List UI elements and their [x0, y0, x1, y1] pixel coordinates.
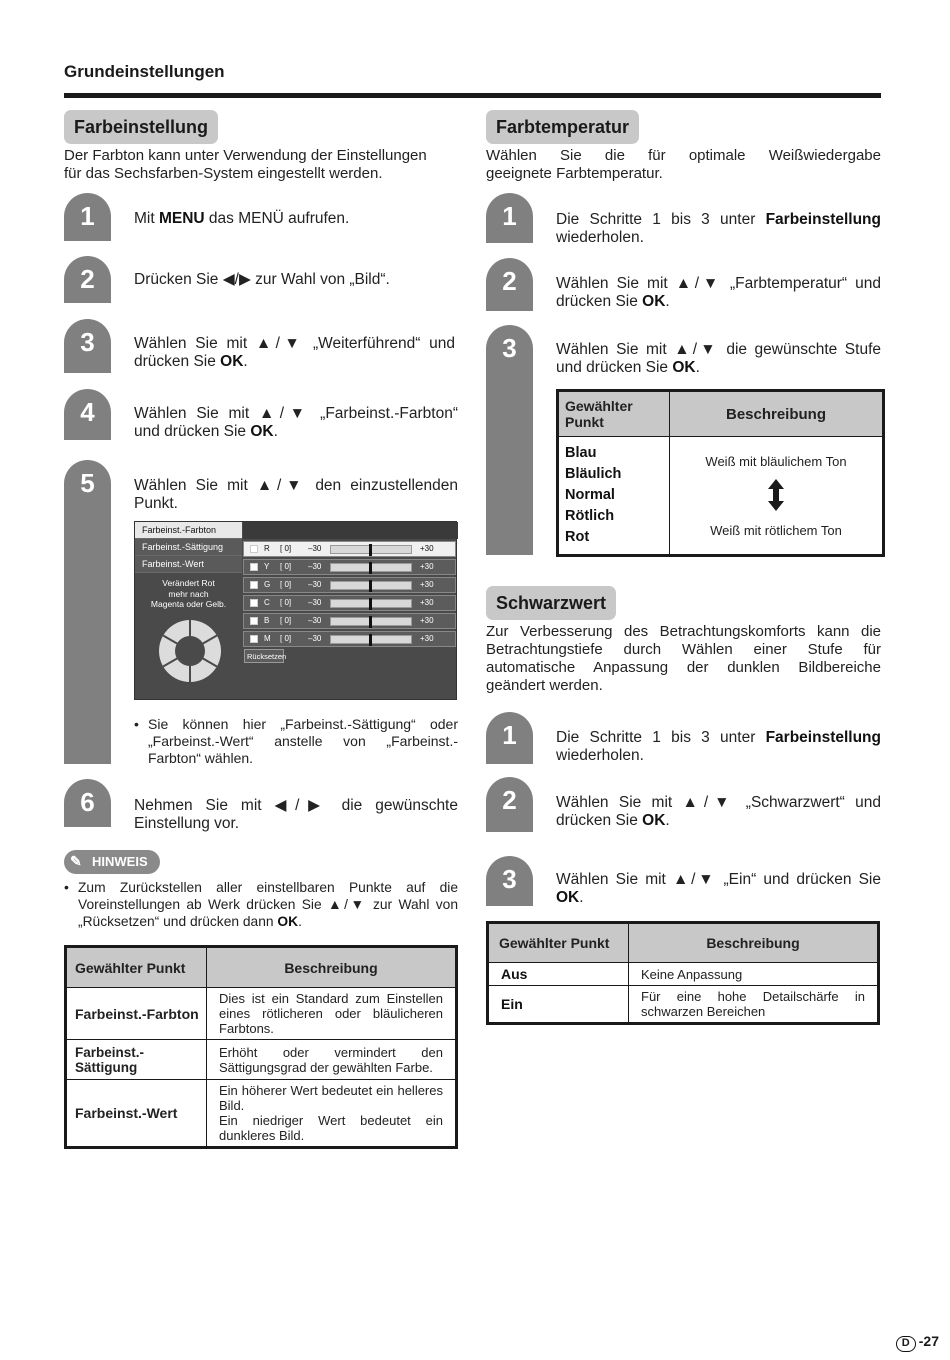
- section-title-farbeinstellung: Farbeinstellung: [64, 110, 218, 144]
- osd-menu: [135, 522, 242, 573]
- slider-bar: [330, 617, 412, 626]
- checkbox-icon: [250, 563, 258, 571]
- checkbox-icon: [250, 581, 258, 589]
- slider-bar: [330, 599, 412, 608]
- table-cell-desc: Keine Anpassung: [629, 963, 879, 986]
- table-cell-key: Aus: [488, 963, 629, 986]
- intro-line: Der Farbton kann unter Verwendung der Einstellungen: [64, 147, 427, 164]
- table-row: [66, 1040, 457, 1080]
- table-row: [488, 963, 879, 986]
- step-number: 1: [486, 712, 533, 764]
- table-header: Beschreibung: [629, 923, 879, 963]
- color-wheel-icon: [159, 620, 221, 682]
- intro-line: für das Sechsfarben-System eingestellt werden.: [64, 165, 383, 182]
- table-header: Gewählter Punkt: [66, 947, 207, 988]
- section-title-schwarzwert: Schwarzwert: [486, 586, 616, 620]
- checkbox-icon: [250, 635, 258, 643]
- slider-bar: [330, 635, 412, 644]
- ft-step-3-text: Wählen Sie mit ▲/▼ die gewünschte Stufe und drücken Sie OK.: [556, 341, 881, 376]
- osd-row-b: B [ 0] –30 +30: [243, 613, 456, 629]
- checkbox-icon: [250, 617, 258, 625]
- table-cell-desc: Dies ist ein Standard zum Einstellen eines rötlicheren oder bläulicheren Farbtons.: [207, 988, 457, 1040]
- hinweis-badge: ✎ HINWEIS: [64, 850, 160, 874]
- intro-farbeinstellung: [64, 147, 459, 183]
- table-cell-key: Farbeinst.-Sättigung: [66, 1040, 207, 1080]
- slider-bar: [330, 545, 412, 554]
- table-cell-key: Farbeinst.-Farbton: [66, 988, 207, 1040]
- language-badge: D: [896, 1336, 916, 1352]
- double-arrow-icon: [768, 479, 784, 511]
- table-cell-desc: Für eine hohe Detailschärfe in schwarzen Bereichen: [629, 986, 879, 1024]
- table-row: [66, 988, 457, 1040]
- step-2-text: Drücken Sie ◀/▶ zur Wahl von „Bild“.: [134, 271, 390, 288]
- step-3-text: Wählen Sie mit ▲/▼ „Weiterführend“ und drücken Sie OK.: [134, 335, 455, 370]
- osd-description: Verändert Rot mehr nach Magenta oder Gelb.: [150, 578, 227, 609]
- osd-menu-item: Farbeinst.-Sättigung: [135, 539, 242, 556]
- table-cell-desc: Ein höherer Wert bedeutet ein helleres Bild. Ein niedriger Wert bedeutet ein dunkleres Bild.: [207, 1080, 457, 1148]
- slider-bar: [330, 563, 412, 572]
- step-number: 3: [64, 319, 111, 373]
- sw-step-1-text: Die Schritte 1 bis 3 unter Farbeinstellung wiederholen.: [556, 729, 881, 764]
- step-5-bullet: • Sie können hier „Farbeinst.-Sättigung“ oder „Farbeinst.-Wert“ anstelle von „Farbeinst.- Farbton“ wählen.: [134, 716, 458, 766]
- pencil-icon: ✎: [70, 853, 82, 869]
- farbeinstellung-table: [64, 945, 458, 1149]
- step-number: 5: [64, 460, 111, 764]
- osd-row-g: G [ 0] –30 +30: [243, 577, 456, 593]
- table-header: Gewählter Punkt: [558, 391, 670, 437]
- osd-menu-item: Farbeinst.-Wert: [135, 556, 242, 573]
- osd-screen: [134, 521, 457, 700]
- step-6-text: Nehmen Sie mit ◀/▶ die gewünschte Einstellung vor.: [134, 797, 458, 832]
- table-cell-items: Blau Bläulich Normal Rötlich Rot: [558, 437, 670, 556]
- slider-bar: [330, 581, 412, 590]
- page-header: Grundeinstellungen: [64, 62, 225, 81]
- osd-row-m: M [ 0] –30 +30: [243, 631, 456, 647]
- step-number: 2: [486, 777, 533, 832]
- step-4-text: Wählen Sie mit ▲/▼ „Farbeinst.-Farbton“ und drücken Sie OK.: [134, 405, 458, 440]
- schwarzwert-table: [486, 921, 880, 1025]
- table-cell-key: Farbeinst.-Wert: [66, 1080, 207, 1148]
- step-number: 6: [64, 779, 111, 827]
- section-title-farbtemperatur: Farbtemperatur: [486, 110, 639, 144]
- intro-farbtemperatur: Wählen Sie die für optimale Weißwiedergabe geeignete Farbtemperatur.: [486, 147, 881, 182]
- step-number: 2: [64, 256, 111, 303]
- osd-menu-item: Farbeinst.-Farbton: [135, 522, 242, 539]
- step-5-text: Wählen Sie mit ▲/▼ den einzustellenden Punkt.: [134, 477, 458, 512]
- hinweis-note: • Zum Zurückstellen aller einstellbaren Punkte auf die Voreinstellungen ab Werk drücken Sie ▲/▼ zur Wahl von „Rücksetzen“ und drücken dann OK.: [64, 879, 458, 929]
- osd-reset-button: Rücksetzen: [244, 649, 284, 663]
- page-number: D -27: [896, 1333, 939, 1352]
- osd-row-r: R [ 0] –30 +30: [243, 541, 456, 557]
- step-number: 4: [64, 389, 111, 440]
- ft-step-1-text: Die Schritte 1 bis 3 unter Farbeinstellung wiederholen.: [556, 211, 881, 246]
- ft-step-2-text: Wählen Sie mit ▲/▼ „Farbtemperatur“ und drücken Sie OK.: [556, 275, 881, 310]
- osd-row-y: Y [ 0] –30 +30: [243, 559, 456, 575]
- step-1-text: Mit MENU das MENÜ aufrufen.: [134, 210, 350, 227]
- step-number: 3: [486, 856, 533, 906]
- step-number: 1: [64, 193, 111, 241]
- farbtemperatur-table: [556, 389, 885, 557]
- sw-step-3-text: Wählen Sie mit ▲/▼ „Ein“ und drücken Sie OK.: [556, 871, 881, 906]
- table-row: [66, 1080, 457, 1148]
- osd-header-bar: [243, 522, 458, 539]
- table-cell-desc: Erhöht oder vermindert den Sättigungsgrad der gewählten Farbe.: [207, 1040, 457, 1080]
- step-number: 3: [486, 325, 533, 555]
- table-header: Beschreibung: [670, 391, 884, 437]
- step-number: 1: [486, 193, 533, 243]
- sw-step-2-text: Wählen Sie mit ▲/▼ „Schwarzwert“ und drücken Sie OK.: [556, 794, 881, 829]
- checkbox-icon: [250, 545, 258, 553]
- table-row: [558, 437, 884, 556]
- table-header: Beschreibung: [207, 947, 457, 988]
- step-number: 2: [486, 258, 533, 311]
- header-rule: [64, 93, 881, 98]
- intro-schwarzwert: Zur Verbesserung des Betrachtungskomforts kann die Betrachtungstiefe durch Wählen einer Stufe für automatische Anpassung der dunklen Bildbereiche geändert werden.: [486, 623, 881, 694]
- table-header: Gewählter Punkt: [488, 923, 629, 963]
- osd-row-c: C [ 0] –30 +30: [243, 595, 456, 611]
- table-cell-key: Ein: [488, 986, 629, 1024]
- table-row: [488, 986, 879, 1024]
- table-cell-desc: Weiß mit bläulichem Ton Weiß mit rötlichem Ton: [670, 437, 884, 556]
- checkbox-icon: [250, 599, 258, 607]
